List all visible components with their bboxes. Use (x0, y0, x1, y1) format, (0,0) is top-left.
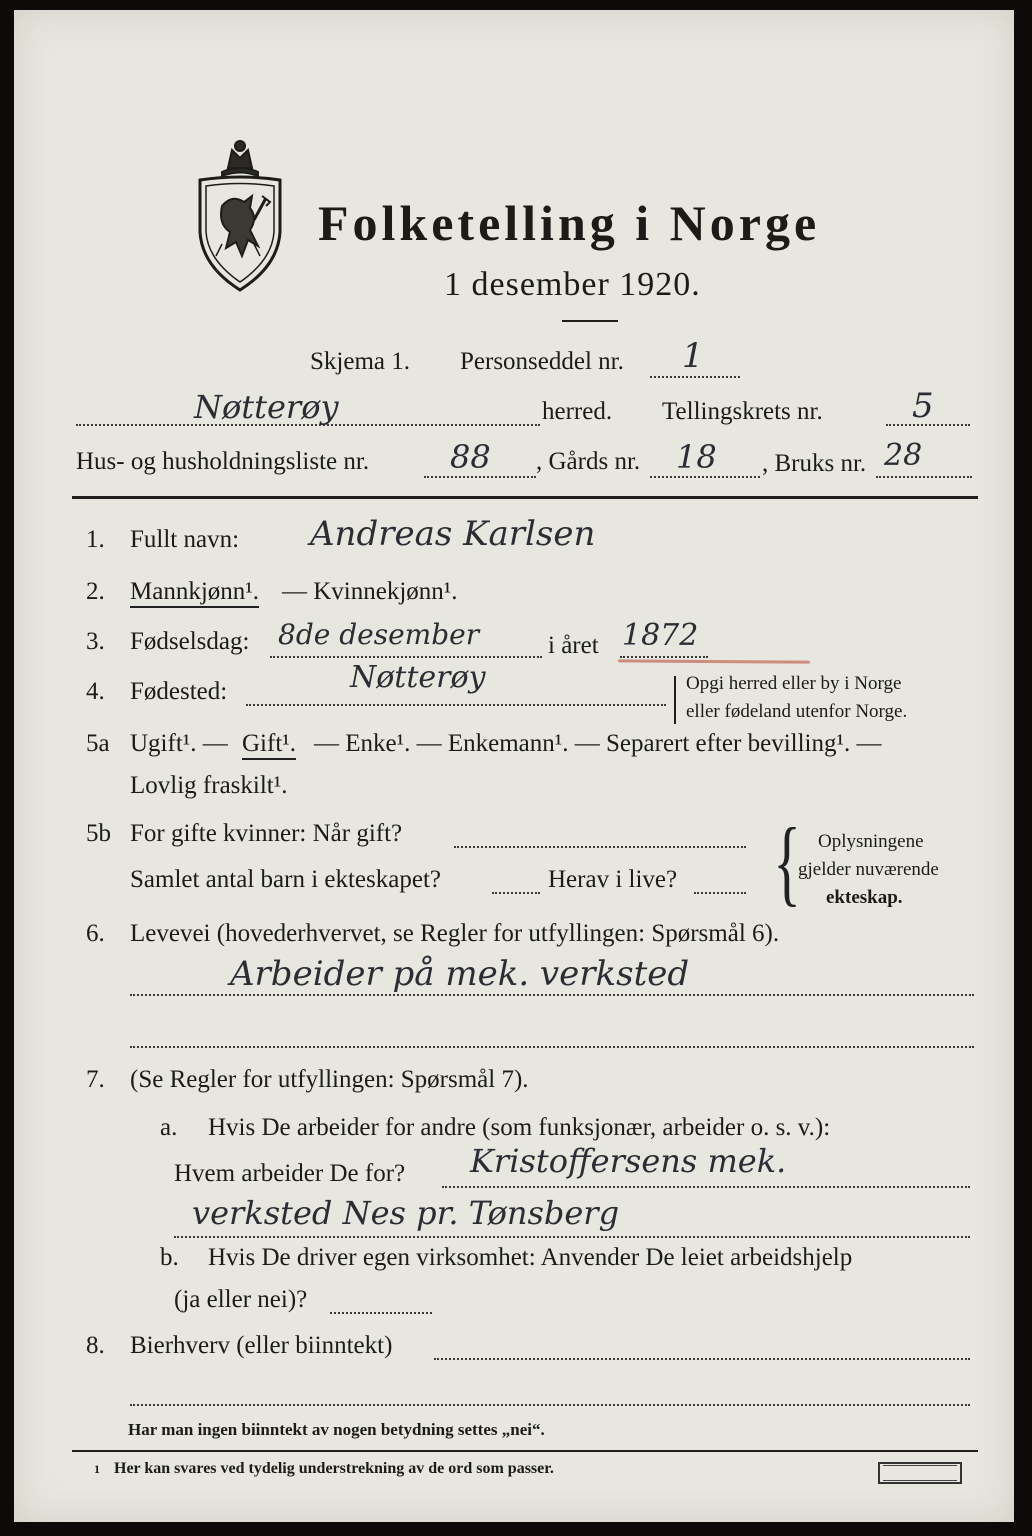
gards-value[interactable]: 18 (676, 438, 717, 476)
husholdningsliste-value[interactable]: 88 (450, 438, 491, 476)
q4-note-line-1: Opgi herred eller by i Norge (686, 673, 902, 694)
q7b-line-1: Hvis De driver egen virksomhet: Anvender De leiet arbeidshjelp (208, 1244, 853, 1271)
q7-label: (Se Regler for utfyllingen: Spørsmål 7). (130, 1066, 529, 1093)
q1-number: 1. (86, 526, 105, 553)
husholdningsliste-field-line (424, 476, 536, 478)
gender-male-option[interactable]: Mannkjønn¹. (130, 578, 259, 608)
q8-label: Bierhverv (eller biinntekt) (130, 1332, 393, 1359)
hired-help-field-line (330, 1312, 432, 1314)
q7a-letter: a. (160, 1114, 178, 1141)
gender-female-option[interactable]: — Kvinnekjønn¹. (282, 578, 458, 605)
footnote-mark: 1 (94, 1462, 100, 1476)
footer-note: Har man ingen biinntekt av nogen betydning settes „nei“. (128, 1420, 545, 1439)
q7b-letter: b. (160, 1244, 179, 1271)
q2-number: 2. (86, 578, 105, 605)
q5b-children-label: Samlet antal barn i ekteskapet? (130, 866, 441, 893)
full-name-value[interactable]: Andreas Karlsen (310, 514, 596, 554)
q5b-note-line-3: ekteskap. (826, 887, 903, 908)
birth-year-field-line (620, 656, 708, 658)
skjema-label: Skjema 1. (310, 348, 410, 375)
q7a-line-1: Hvis De arbeider for andre (som funksjonær, arbeider o. s. v.): (208, 1114, 831, 1141)
q1-label: Fullt navn: (130, 526, 240, 553)
q5b-note-line-1: Oplysningene (818, 831, 924, 852)
husholdningsliste-label: Hus- og husholdningsliste nr. (76, 448, 370, 475)
birthplace-field-line (246, 704, 666, 706)
birthday-value[interactable]: 8de desember (278, 618, 480, 651)
bruks-label: , Bruks nr. (762, 450, 867, 477)
q3-number: 3. (86, 628, 105, 655)
when-married-field-line (454, 846, 746, 848)
gards-field-line (650, 476, 760, 478)
q7-number: 7. (86, 1066, 105, 1093)
footnote-text: Her kan svares ved tydelig understrekning av de ord som passer. (114, 1460, 554, 1477)
occupation-field-line-1 (130, 994, 974, 996)
norwegian-coat-of-arms-icon (192, 136, 288, 296)
gards-label: , Gårds nr. (536, 448, 641, 475)
employer-field-line-1 (442, 1186, 970, 1188)
census-date: 1 desember 1920. (444, 266, 701, 303)
side-income-field-line-2 (130, 1404, 970, 1406)
bruks-value[interactable]: 28 (884, 438, 923, 473)
q5a-number: 5a (86, 730, 110, 757)
q4-label: Fødested: (130, 678, 228, 705)
title-divider (562, 320, 618, 322)
employer-value-1[interactable]: Kristoffersens mek. (470, 1142, 787, 1180)
marital-gift-option[interactable]: Gift¹. (242, 730, 296, 760)
marital-fraskilt-option[interactable]: Lovlig fraskilt¹. (130, 772, 288, 799)
q4-note-bracket (674, 676, 676, 724)
census-form-sheet (14, 10, 1014, 1522)
q4-note-line-2: eller fødeland utenfor Norge. (686, 701, 908, 722)
occupation-value[interactable]: Arbeider på mek. verksted (230, 954, 690, 994)
q5b-alive-label: Herav i live? (548, 866, 678, 893)
q4-number: 4. (86, 678, 105, 705)
marital-other-options[interactable]: — Enke¹. — Enkemann¹. — Separert efter bevilling¹. — (314, 730, 882, 757)
birth-year-value[interactable]: 1872 (622, 618, 699, 653)
bruks-field-line (876, 476, 972, 478)
employer-field-line-2 (174, 1236, 970, 1238)
herred-value[interactable]: Nøtterøy (194, 388, 339, 426)
occupation-field-line-2 (130, 1046, 974, 1048)
q5b-number: 5b (86, 820, 111, 847)
tellingskrets-label: Tellingskrets nr. (662, 398, 823, 425)
q5b-note-line-2: gjelder nuværende (798, 859, 939, 880)
herred-label: herred. (542, 398, 613, 425)
birth-year-label: i året (548, 632, 599, 659)
personseddel-value[interactable]: 1 (682, 336, 704, 376)
employer-value-2[interactable]: verksted Nes pr. Tønsberg (192, 1194, 620, 1232)
red-pencil-mark (618, 659, 810, 663)
q5b-when-married-label: For gifte kvinner: Når gift? (130, 820, 403, 847)
children-field-line (492, 892, 540, 894)
q6-label: Levevei (hovederhvervet, se Regler for utfyllingen: Spørsmål 6). (130, 920, 780, 947)
birthplace-value[interactable]: Nøtterøy (350, 660, 486, 695)
personseddel-field-line (650, 376, 740, 378)
q8-number: 8. (86, 1332, 105, 1359)
q6-number: 6. (86, 920, 105, 947)
header-separator (72, 496, 978, 499)
birthday-field-line (270, 656, 542, 658)
footer-separator (72, 1450, 978, 1452)
marital-ugift-option[interactable]: Ugift¹. — (130, 730, 228, 757)
q7a-employer-label: Hvem arbeider De for? (174, 1160, 406, 1187)
q5b-brace: { (773, 808, 801, 915)
form-title: Folketelling i Norge (318, 195, 821, 251)
printer-stamp (878, 1462, 962, 1484)
q7b-line-2: (ja eller nei)? (174, 1286, 308, 1313)
personseddel-label: Personseddel nr. (460, 348, 624, 375)
q3-label: Fødselsdag: (130, 628, 250, 655)
alive-field-line (694, 892, 746, 894)
tellingskrets-value[interactable]: 5 (912, 386, 934, 426)
side-income-field-line-1 (434, 1358, 970, 1360)
